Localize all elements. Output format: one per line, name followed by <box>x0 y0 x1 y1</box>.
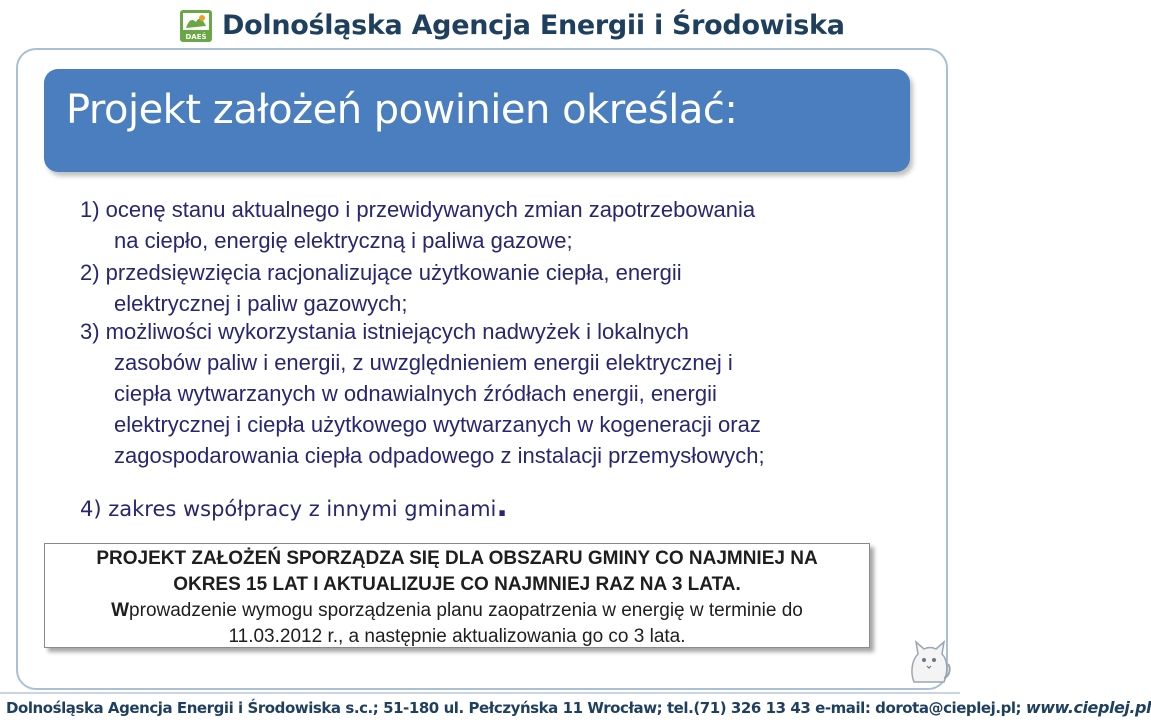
list-item-3-line: elektrycznej i ciepła użytkowego wytwarzanych w kogeneracji oraz <box>114 412 761 437</box>
footer-website-link[interactable]: www.cieplej.pl <box>1025 698 1151 717</box>
logo-text: DAEŚ <box>185 33 207 41</box>
note-bold-line-2: OKRES 15 LAT I AKTUALIZUJE CO NAJMNIEJ RAZ NA 3 LATA. <box>173 574 741 595</box>
footer <box>6 698 1151 717</box>
daes-logo-icon <box>180 10 212 42</box>
list-item-2 <box>80 257 682 319</box>
list-item-1-line: na ciepło, energię elektryczną i paliwa gazowe; <box>114 228 573 253</box>
list-item-1-first-line: 1) ocenę stanu aktualnego i przewidywanych zmian zapotrzebowania <box>80 197 756 222</box>
cat-mascot-icon <box>906 632 952 688</box>
list-item-4-period: . <box>496 489 508 524</box>
title-bar <box>44 69 910 172</box>
list-item-2-line: elektrycznej i paliw gazowych; <box>114 291 408 316</box>
list-item-3 <box>80 316 765 471</box>
header <box>0 0 960 50</box>
footer-contact: Dolnośląska Agencja Energii i Środowiska s.c.; 51-180 ul. Pełczyńska 11 Wrocław; tel.(71) 326 13 43 e-mail: dorota@cieplej.pl; <box>6 699 1022 717</box>
list-item-3-line: zasobów paliw i energii, z uwzględnieniem energii elektrycznej i <box>114 350 733 375</box>
list-item-3-line: ciepła wytwarzanych w odnawialnych źródłach energii, energii <box>114 381 717 406</box>
slide-title: Projekt założeń powinien określać: <box>66 87 738 133</box>
list-item-4 <box>80 489 508 525</box>
note-box <box>44 543 870 648</box>
footer-divider <box>0 692 960 694</box>
note-line-3-initial: W <box>111 600 130 621</box>
note-line-3 <box>45 598 869 624</box>
list-item-1 <box>80 194 755 256</box>
list-item-3-line: zagospodarowania ciepła odpadowego z instalacji przemysłowych; <box>114 443 765 468</box>
organization-name: Dolnośląska Agencja Energii i Środowiska <box>222 10 845 41</box>
list-item-3-first-line: 3) możliwości wykorzystania istniejących nadwyżek i lokalnych <box>80 319 689 344</box>
list-item-2-first-line: 2) przedsięwzięcia racjonalizujące użytkowanie ciepła, energii <box>80 260 682 285</box>
list-item-4-text: 4) zakres współpracy z innymi gminami <box>80 497 497 521</box>
note-bold-line-1: PROJEKT ZAŁOŻEŃ SPORZĄDZA SIĘ DLA OBSZARU GMINY CO NAJMNIEJ NA <box>96 548 818 569</box>
note-line-3-text: prowadzenie wymogu sporządzenia planu zaopatrzenia w energię w terminie do <box>129 600 803 621</box>
note-line-4: 11.03.2012 r., a następnie aktualizowania go co 3 lata. <box>228 626 686 647</box>
